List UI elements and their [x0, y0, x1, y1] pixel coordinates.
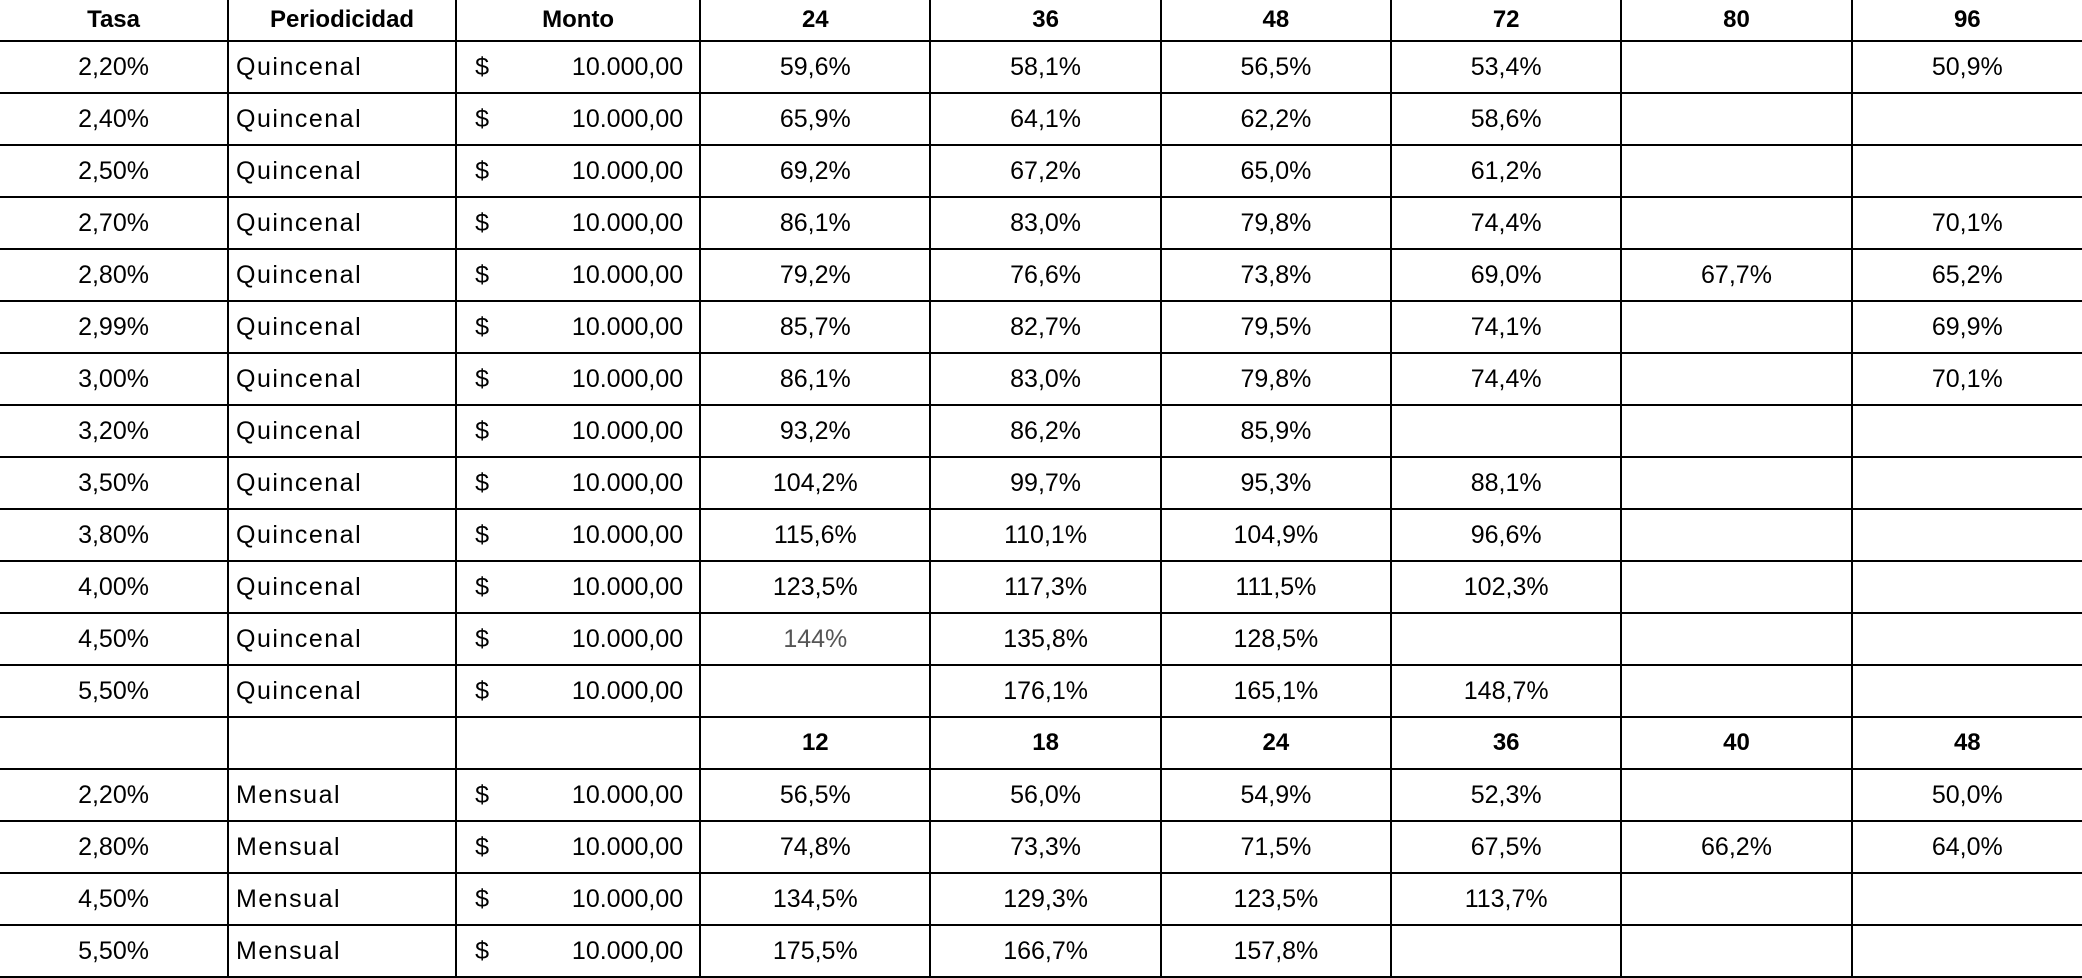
rate-value-cell[interactable]: [1391, 613, 1621, 665]
rate-value-cell[interactable]: 102,3%: [1391, 561, 1621, 613]
rate-value-cell[interactable]: 104,9%: [1161, 509, 1391, 561]
rate-value-cell[interactable]: 74,4%: [1391, 197, 1621, 249]
empty-cell[interactable]: [456, 717, 700, 769]
monto-value: [457, 521, 699, 550]
rate-value-cell[interactable]: 54,9%: [1161, 769, 1391, 821]
rate-value-cell[interactable]: 67,5%: [1391, 821, 1621, 873]
rate-value-cell[interactable]: 117,3%: [930, 561, 1160, 613]
currency-symbol: $: [475, 312, 489, 341]
rate-value-cell[interactable]: 129,3%: [930, 873, 1160, 925]
rate-value-cell[interactable]: 56,5%: [1161, 41, 1391, 93]
mensual-term-header[interactable]: 12: [700, 717, 930, 769]
currency-symbol: $: [475, 936, 489, 965]
periodicidad-cell[interactable]: Quincenal: [228, 665, 456, 717]
table-row: [0, 769, 2082, 821]
currency-symbol: $: [475, 208, 489, 237]
rate-value-cell[interactable]: 64,0%: [1852, 821, 2082, 873]
rate-value-cell[interactable]: 95,3%: [1161, 457, 1391, 509]
rate-value-cell[interactable]: [1852, 873, 2082, 925]
periodicidad-cell[interactable]: Quincenal: [228, 301, 456, 353]
monto-value: [457, 157, 699, 186]
monto-cell[interactable]: [456, 41, 700, 93]
table-row: [0, 249, 2082, 301]
rate-value-cell[interactable]: 70,1%: [1852, 353, 2082, 405]
table-row: [0, 93, 2082, 145]
rate-value-cell[interactable]: [1852, 93, 2082, 145]
periodicidad-cell[interactable]: Quincenal: [228, 509, 456, 561]
rate-value-cell[interactable]: 113,7%: [1391, 873, 1621, 925]
tasa-cell[interactable]: 4,50%: [0, 613, 228, 665]
monto-amount: 10.000,00: [571, 260, 684, 289]
rate-value-cell[interactable]: 148,7%: [1391, 665, 1621, 717]
currency-symbol: $: [475, 624, 489, 653]
monto-amount: 10.000,00: [571, 780, 684, 809]
monto-amount: 10.000,00: [571, 884, 684, 913]
rate-value-cell[interactable]: [1852, 613, 2082, 665]
rate-value-cell[interactable]: 111,5%: [1161, 561, 1391, 613]
table-row: [0, 457, 2082, 509]
tasa-cell[interactable]: 4,00%: [0, 561, 228, 613]
rate-value-cell[interactable]: [1621, 41, 1851, 93]
rate-value-cell[interactable]: 65,2%: [1852, 249, 2082, 301]
periodicidad-cell[interactable]: Quincenal: [228, 145, 456, 197]
rate-value-cell[interactable]: 176,1%: [930, 665, 1160, 717]
rate-value-cell[interactable]: 67,2%: [930, 145, 1160, 197]
monto-cell[interactable]: [456, 665, 700, 717]
monto-cell[interactable]: [456, 925, 700, 977]
monto-cell[interactable]: [456, 93, 700, 145]
rate-value-cell[interactable]: [1621, 509, 1851, 561]
header-cell-term-36[interactable]: 36: [930, 0, 1160, 41]
monto-amount: 10.000,00: [571, 312, 684, 341]
rate-value-cell[interactable]: 86,1%: [700, 353, 930, 405]
header-cell-term-24[interactable]: 24: [700, 0, 930, 41]
rate-value-cell[interactable]: 86,1%: [700, 197, 930, 249]
monto-value: [457, 313, 699, 342]
rate-value-cell[interactable]: 52,3%: [1391, 769, 1621, 821]
rate-value-cell[interactable]: 69,2%: [700, 145, 930, 197]
table-row: [0, 613, 2082, 665]
rate-value-cell[interactable]: [1621, 197, 1851, 249]
monto-cell[interactable]: [456, 405, 700, 457]
rate-value-cell[interactable]: [1621, 353, 1851, 405]
monto-value: [457, 261, 699, 290]
rate-value-cell[interactable]: 50,0%: [1852, 769, 2082, 821]
rate-value-cell[interactable]: 65,9%: [700, 93, 930, 145]
rate-value-cell[interactable]: 123,5%: [700, 561, 930, 613]
mensual-term-header[interactable]: 36: [1391, 717, 1621, 769]
rate-value-cell[interactable]: 85,9%: [1161, 405, 1391, 457]
monto-value: [457, 833, 699, 862]
rate-value-cell[interactable]: [1852, 145, 2082, 197]
currency-symbol: $: [475, 832, 489, 861]
monto-value: [457, 105, 699, 134]
tasa-cell[interactable]: 4,50%: [0, 873, 228, 925]
monto-amount: 10.000,00: [571, 572, 684, 601]
rate-value-cell[interactable]: [1852, 405, 2082, 457]
rate-value-cell[interactable]: 79,5%: [1161, 301, 1391, 353]
rate-value-cell[interactable]: [1621, 665, 1851, 717]
rate-value-cell[interactable]: [1852, 665, 2082, 717]
rate-value-cell[interactable]: 79,2%: [700, 249, 930, 301]
table-row: [0, 145, 2082, 197]
rate-value-cell[interactable]: 76,6%: [930, 249, 1160, 301]
rate-value-cell[interactable]: [1391, 405, 1621, 457]
rate-value-cell[interactable]: [1621, 561, 1851, 613]
currency-symbol: $: [475, 780, 489, 809]
monto-amount: 10.000,00: [571, 520, 684, 549]
periodicidad-cell[interactable]: Quincenal: [228, 457, 456, 509]
mensual-term-header[interactable]: 40: [1621, 717, 1851, 769]
periodicidad-cell[interactable]: Mensual: [228, 769, 456, 821]
tasa-cell[interactable]: 3,20%: [0, 405, 228, 457]
currency-symbol: $: [475, 260, 489, 289]
table-row: [0, 509, 2082, 561]
monto-value: [457, 885, 699, 914]
rate-value-cell[interactable]: 175,5%: [700, 925, 930, 977]
rate-value-cell[interactable]: [1621, 925, 1851, 977]
rate-value-cell[interactable]: 61,2%: [1391, 145, 1621, 197]
rate-value-cell[interactable]: 74,4%: [1391, 353, 1621, 405]
monto-value: [457, 937, 699, 966]
periodicidad-cell[interactable]: Mensual: [228, 925, 456, 977]
rate-value-cell[interactable]: 83,0%: [930, 353, 1160, 405]
rate-value-cell[interactable]: 82,7%: [930, 301, 1160, 353]
rate-value-cell[interactable]: 79,8%: [1161, 197, 1391, 249]
monto-amount: 10.000,00: [571, 832, 684, 861]
periodicidad-cell[interactable]: Quincenal: [228, 93, 456, 145]
rate-value-cell[interactable]: 99,7%: [930, 457, 1160, 509]
monto-cell[interactable]: [456, 561, 700, 613]
monto-value: [457, 573, 699, 602]
monto-amount: 10.000,00: [571, 416, 684, 445]
rate-value-cell[interactable]: 88,1%: [1391, 457, 1621, 509]
rate-value-cell[interactable]: [1852, 457, 2082, 509]
tasa-cell[interactable]: 3,50%: [0, 457, 228, 509]
monto-amount: 10.000,00: [571, 676, 684, 705]
rate-value-cell[interactable]: 58,6%: [1391, 93, 1621, 145]
header-row: [0, 0, 2082, 41]
rate-value-cell[interactable]: 165,1%: [1161, 665, 1391, 717]
header-cell-periodicidad[interactable]: Periodicidad: [228, 0, 456, 41]
tasa-cell[interactable]: 3,80%: [0, 509, 228, 561]
mensual-term-header[interactable]: 48: [1852, 717, 2082, 769]
tasa-cell[interactable]: 2,80%: [0, 249, 228, 301]
table-row: [0, 925, 2082, 977]
rate-value-cell[interactable]: 74,8%: [700, 821, 930, 873]
rate-value-cell[interactable]: [1621, 613, 1851, 665]
rate-value-cell[interactable]: [700, 665, 930, 717]
periodicidad-cell[interactable]: Quincenal: [228, 405, 456, 457]
rate-value-cell[interactable]: 73,3%: [930, 821, 1160, 873]
monto-cell[interactable]: [456, 353, 700, 405]
rate-value-cell[interactable]: [1852, 561, 2082, 613]
monto-value: [457, 781, 699, 810]
table-row: [0, 561, 2082, 613]
rate-value-cell[interactable]: 71,5%: [1161, 821, 1391, 873]
mensual-subheader-row: [0, 717, 2082, 769]
monto-value: [457, 53, 699, 82]
monto-cell[interactable]: [456, 457, 700, 509]
header-cell-term-48[interactable]: 48: [1161, 0, 1391, 41]
header-cell-term-80[interactable]: 80: [1621, 0, 1851, 41]
rate-value-cell[interactable]: 69,0%: [1391, 249, 1621, 301]
table-row: [0, 353, 2082, 405]
monto-value: [457, 469, 699, 498]
header-cell-term-96[interactable]: 96: [1852, 0, 2082, 41]
monto-amount: 10.000,00: [571, 468, 684, 497]
monto-amount: 10.000,00: [571, 364, 684, 393]
currency-symbol: $: [475, 676, 489, 705]
monto-value: [457, 677, 699, 706]
monto-cell[interactable]: [456, 873, 700, 925]
rate-value-cell[interactable]: 128,5%: [1161, 613, 1391, 665]
currency-symbol: $: [475, 884, 489, 913]
tasa-cell[interactable]: 2,99%: [0, 301, 228, 353]
currency-symbol: $: [475, 156, 489, 185]
rate-value-cell[interactable]: 53,4%: [1391, 41, 1621, 93]
rate-value-cell[interactable]: 166,7%: [930, 925, 1160, 977]
rate-value-cell[interactable]: 50,9%: [1852, 41, 2082, 93]
monto-cell[interactable]: [456, 613, 700, 665]
rate-value-cell[interactable]: 123,5%: [1161, 873, 1391, 925]
rate-value-cell[interactable]: 73,8%: [1161, 249, 1391, 301]
tasa-cell[interactable]: 2,40%: [0, 93, 228, 145]
periodicidad-cell[interactable]: Mensual: [228, 873, 456, 925]
rate-value-cell[interactable]: 56,5%: [700, 769, 930, 821]
rate-value-cell[interactable]: 74,1%: [1391, 301, 1621, 353]
table-row: [0, 821, 2082, 873]
tasa-cell[interactable]: 3,00%: [0, 353, 228, 405]
rate-value-cell[interactable]: 86,2%: [930, 405, 1160, 457]
monto-amount: 10.000,00: [571, 208, 684, 237]
rate-value-cell[interactable]: 93,2%: [700, 405, 930, 457]
tasa-cell[interactable]: 5,50%: [0, 665, 228, 717]
rate-value-cell[interactable]: 79,8%: [1161, 353, 1391, 405]
monto-cell[interactable]: [456, 821, 700, 873]
table-row: [0, 665, 2082, 717]
rate-value-cell[interactable]: [1621, 457, 1851, 509]
rate-value-cell[interactable]: 144%: [700, 613, 930, 665]
currency-symbol: $: [475, 416, 489, 445]
empty-cell[interactable]: [228, 717, 456, 769]
tasa-cell[interactable]: 2,80%: [0, 821, 228, 873]
monto-value: [457, 417, 699, 446]
rate-value-cell[interactable]: [1621, 93, 1851, 145]
rate-value-cell[interactable]: 85,7%: [700, 301, 930, 353]
header-cell-monto[interactable]: Monto: [456, 0, 700, 41]
monto-amount: 10.000,00: [571, 104, 684, 133]
rate-value-cell[interactable]: 104,2%: [700, 457, 930, 509]
rate-value-cell[interactable]: 157,8%: [1161, 925, 1391, 977]
table-row: [0, 301, 2082, 353]
currency-symbol: $: [475, 468, 489, 497]
rate-value-cell[interactable]: [1621, 769, 1851, 821]
monto-value: [457, 365, 699, 394]
periodicidad-cell[interactable]: Quincenal: [228, 249, 456, 301]
rate-value-cell[interactable]: [1621, 405, 1851, 457]
monto-amount: 10.000,00: [571, 156, 684, 185]
rate-value-cell[interactable]: 58,1%: [930, 41, 1160, 93]
monto-amount: 10.000,00: [571, 936, 684, 965]
tasa-cell[interactable]: 2,20%: [0, 769, 228, 821]
rate-value-cell[interactable]: [1621, 301, 1851, 353]
table-row: [0, 197, 2082, 249]
monto-cell[interactable]: [456, 197, 700, 249]
currency-symbol: $: [475, 520, 489, 549]
rate-value-cell[interactable]: [1391, 925, 1621, 977]
table-row: [0, 873, 2082, 925]
monto-cell[interactable]: [456, 145, 700, 197]
empty-cell[interactable]: [0, 717, 228, 769]
rate-value-cell[interactable]: 67,7%: [1621, 249, 1851, 301]
rate-value-cell[interactable]: 115,6%: [700, 509, 930, 561]
monto-amount: 10.000,00: [571, 624, 684, 653]
periodicidad-cell[interactable]: Quincenal: [228, 561, 456, 613]
currency-symbol: $: [475, 364, 489, 393]
rate-value-cell[interactable]: 56,0%: [930, 769, 1160, 821]
monto-value: [457, 625, 699, 654]
rate-value-cell[interactable]: 69,9%: [1852, 301, 2082, 353]
rate-value-cell[interactable]: [1621, 145, 1851, 197]
header-cell-term-72[interactable]: 72: [1391, 0, 1621, 41]
rate-value-cell[interactable]: 65,0%: [1161, 145, 1391, 197]
monto-value: [457, 209, 699, 238]
tasa-cell[interactable]: 2,50%: [0, 145, 228, 197]
tasa-cell[interactable]: 2,20%: [0, 41, 228, 93]
monto-amount: 10.000,00: [571, 52, 684, 81]
periodicidad-cell[interactable]: Quincenal: [228, 41, 456, 93]
mensual-term-header[interactable]: 24: [1161, 717, 1391, 769]
table-row: [0, 405, 2082, 457]
table-row: [0, 41, 2082, 93]
periodicidad-cell[interactable]: Quincenal: [228, 353, 456, 405]
rate-value-cell[interactable]: [1852, 509, 2082, 561]
rate-value-cell[interactable]: 135,8%: [930, 613, 1160, 665]
rate-value-cell[interactable]: [1621, 873, 1851, 925]
tasa-cell[interactable]: 2,70%: [0, 197, 228, 249]
periodicidad-cell[interactable]: Quincenal: [228, 613, 456, 665]
monto-cell[interactable]: [456, 249, 700, 301]
mensual-term-header[interactable]: 18: [930, 717, 1160, 769]
rate-value-cell[interactable]: 96,6%: [1391, 509, 1621, 561]
currency-symbol: $: [475, 52, 489, 81]
monto-cell[interactable]: [456, 769, 700, 821]
currency-symbol: $: [475, 572, 489, 601]
tasa-cell[interactable]: 5,50%: [0, 925, 228, 977]
rate-value-cell[interactable]: 62,2%: [1161, 93, 1391, 145]
periodicidad-cell[interactable]: Mensual: [228, 821, 456, 873]
rate-value-cell[interactable]: 66,2%: [1621, 821, 1851, 873]
rate-value-cell[interactable]: 83,0%: [930, 197, 1160, 249]
rate-value-cell[interactable]: 134,5%: [700, 873, 930, 925]
header-cell-tasa[interactable]: Tasa: [0, 0, 228, 41]
monto-cell[interactable]: [456, 301, 700, 353]
rate-value-cell[interactable]: [1852, 925, 2082, 977]
rate-value-cell[interactable]: 110,1%: [930, 509, 1160, 561]
rate-value-cell[interactable]: 70,1%: [1852, 197, 2082, 249]
rate-value-cell[interactable]: 64,1%: [930, 93, 1160, 145]
monto-cell[interactable]: [456, 509, 700, 561]
periodicidad-cell[interactable]: Quincenal: [228, 197, 456, 249]
rate-value-cell[interactable]: 59,6%: [700, 41, 930, 93]
currency-symbol: $: [475, 104, 489, 133]
